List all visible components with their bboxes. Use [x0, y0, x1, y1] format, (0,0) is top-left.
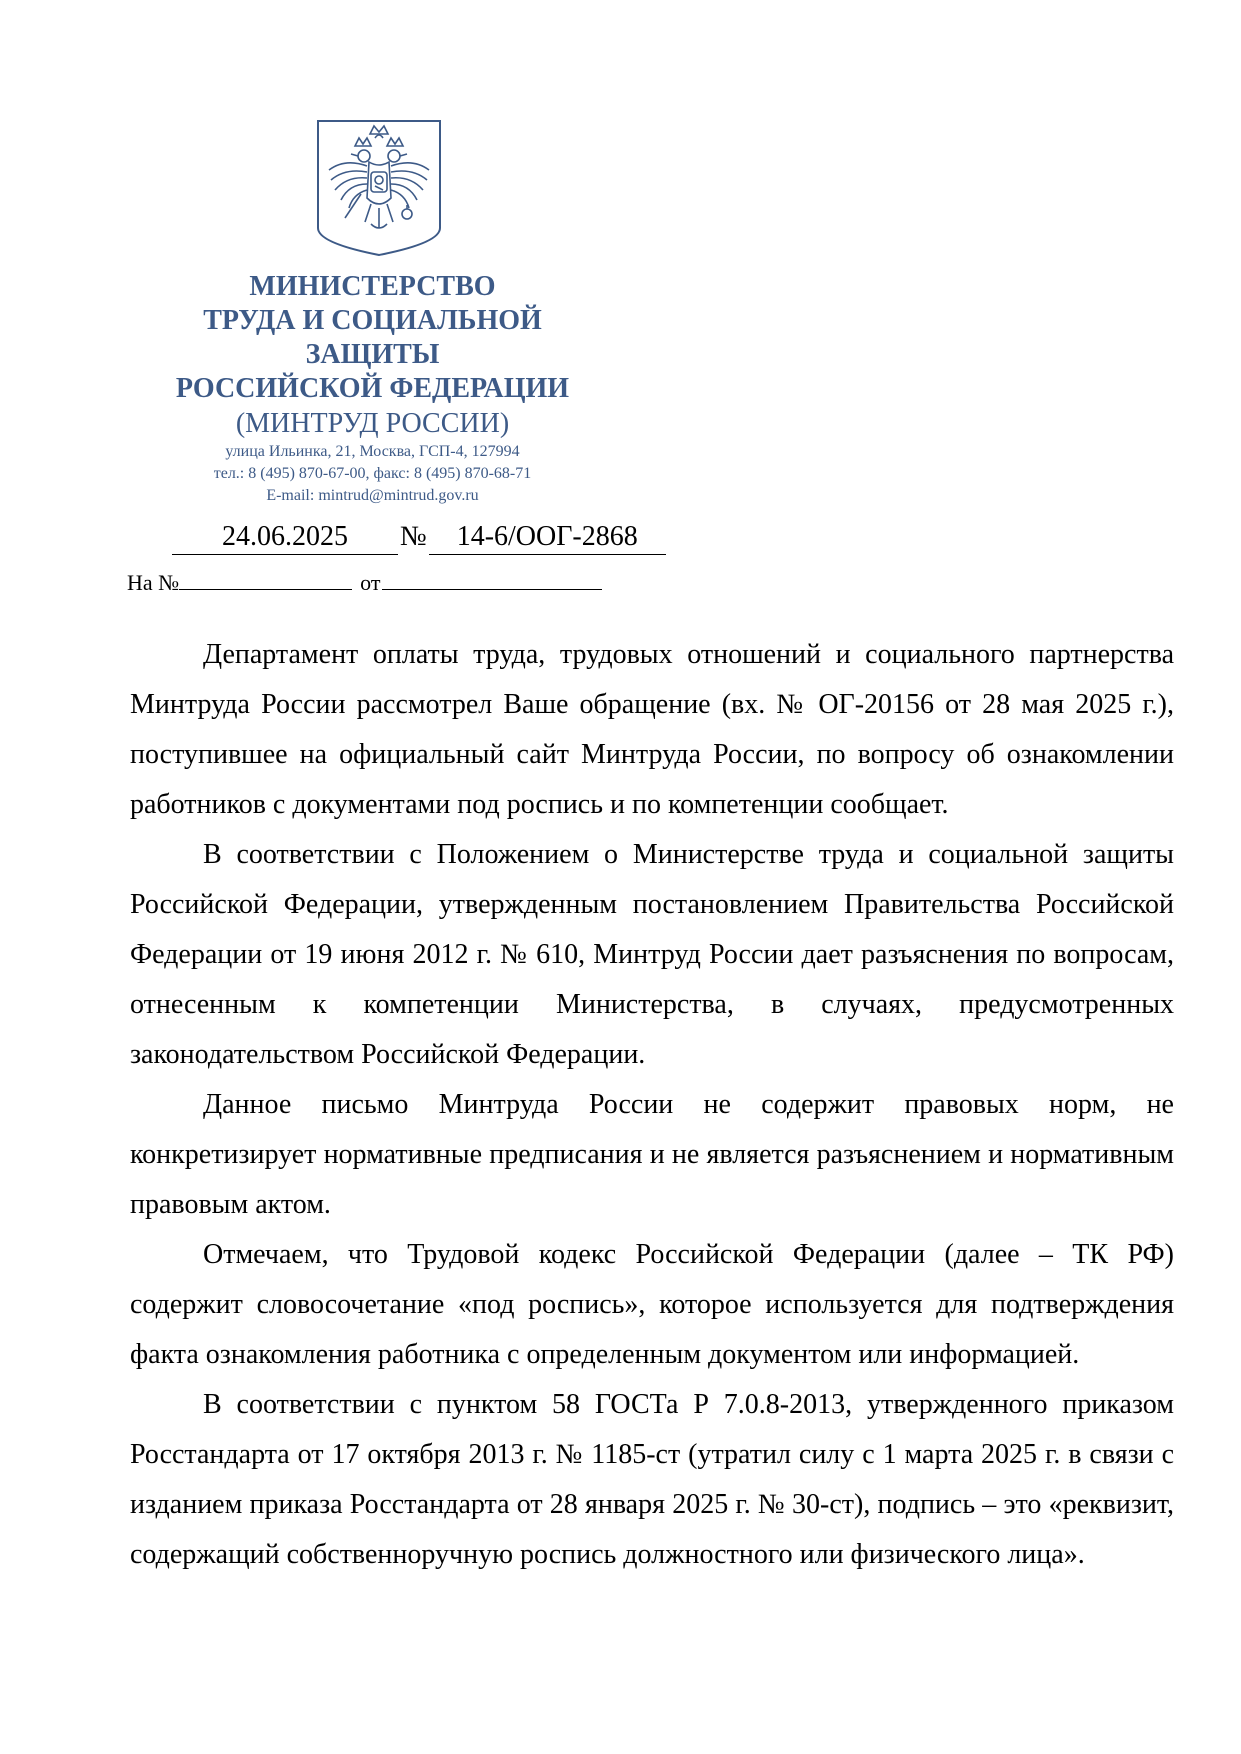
ministry-name-line-3: ЗАЩИТЫ [305, 339, 440, 370]
ministry-name-line-1: МИНИСТЕРСТВО [249, 271, 496, 302]
number-sign: № [400, 521, 427, 552]
emblem-svg [315, 118, 443, 258]
registration-line [172, 520, 666, 555]
ministry-short-name: (МИНТРУД РОССИИ) [235, 408, 510, 439]
paragraph: Департамент оплаты труда, трудовых отношений и социального партнерства Минтруда России рассмотрел Ваше обращение (вх. № ОГ-20156 от 28 мая 2025 г.), поступившее на официальный сайт Минтруда России, по вопросу об ознакомлении работников с документами под роспись и по компетенции сообщает. [130, 639, 1174, 820]
coat-of-arms-icon [315, 118, 443, 258]
letter-body [130, 630, 1174, 1580]
reply-number-blank [179, 571, 352, 590]
reply-to-label: На № [127, 570, 180, 595]
paragraph: Данное письмо Минтруда России не содержит правовых норм, не конкретизирует нормативные предписания и не является разъяснением и нормативным правовым актом. [130, 1089, 1174, 1220]
reply-date-blank [382, 571, 602, 590]
ministry-name-line-2: ТРУДА И СОЦИАЛЬНОЙ [203, 305, 542, 336]
reply-from-label: от [360, 570, 381, 595]
document-number: 14-6/ООГ-2868 [429, 520, 666, 555]
ministry-header [150, 270, 595, 507]
document-date: 24.06.2025 [172, 520, 398, 555]
paragraph: В соответствии с Положением о Министерстве труда и социальной защиты Российской Федерации, утвержденным постановлением Правительства Российской Федерации от 19 июня 2012 г. № 610, Минтруд России дает разъяснения по вопросам, отнесенным к компетенции Министерства, в случаях, предусмотренных законодательством Российской Федерации. [130, 839, 1174, 1070]
paragraph: В соответствии с пунктом 58 ГОСТа Р 7.0.8-2013, утвержденного приказом Росстандарта от 17 октября 2013 г. № 1185-ст (утратил силу с 1 марта 2025 г. в связи с изданием приказа Росстандарта от 28 января 2025 г. № 30-ст), подпись – это «реквизит, содержащий собственноручную роспись должностного или физического лица». [130, 1389, 1174, 1570]
ministry-address: улица Ильинка, 21, Москва, ГСП-4, 127994 [225, 443, 520, 460]
reply-reference-line [127, 570, 602, 596]
paragraph: Отмечаем, что Трудовой кодекс Российской Федерации (далее – ТК РФ) содержит словосочетание «под роспись», которое используется для подтверждения факта ознакомления работника с определенным документом или информацией. [130, 1239, 1174, 1370]
ministry-phones: тел.: 8 (495) 870-67-00, факс: 8 (495) 870-68-71 [213, 465, 532, 482]
ministry-email: E-mail: mintrud@mintrud.gov.ru [266, 487, 479, 504]
ministry-name-line-4: РОССИЙСКОЙ ФЕДЕРАЦИИ [175, 373, 570, 404]
